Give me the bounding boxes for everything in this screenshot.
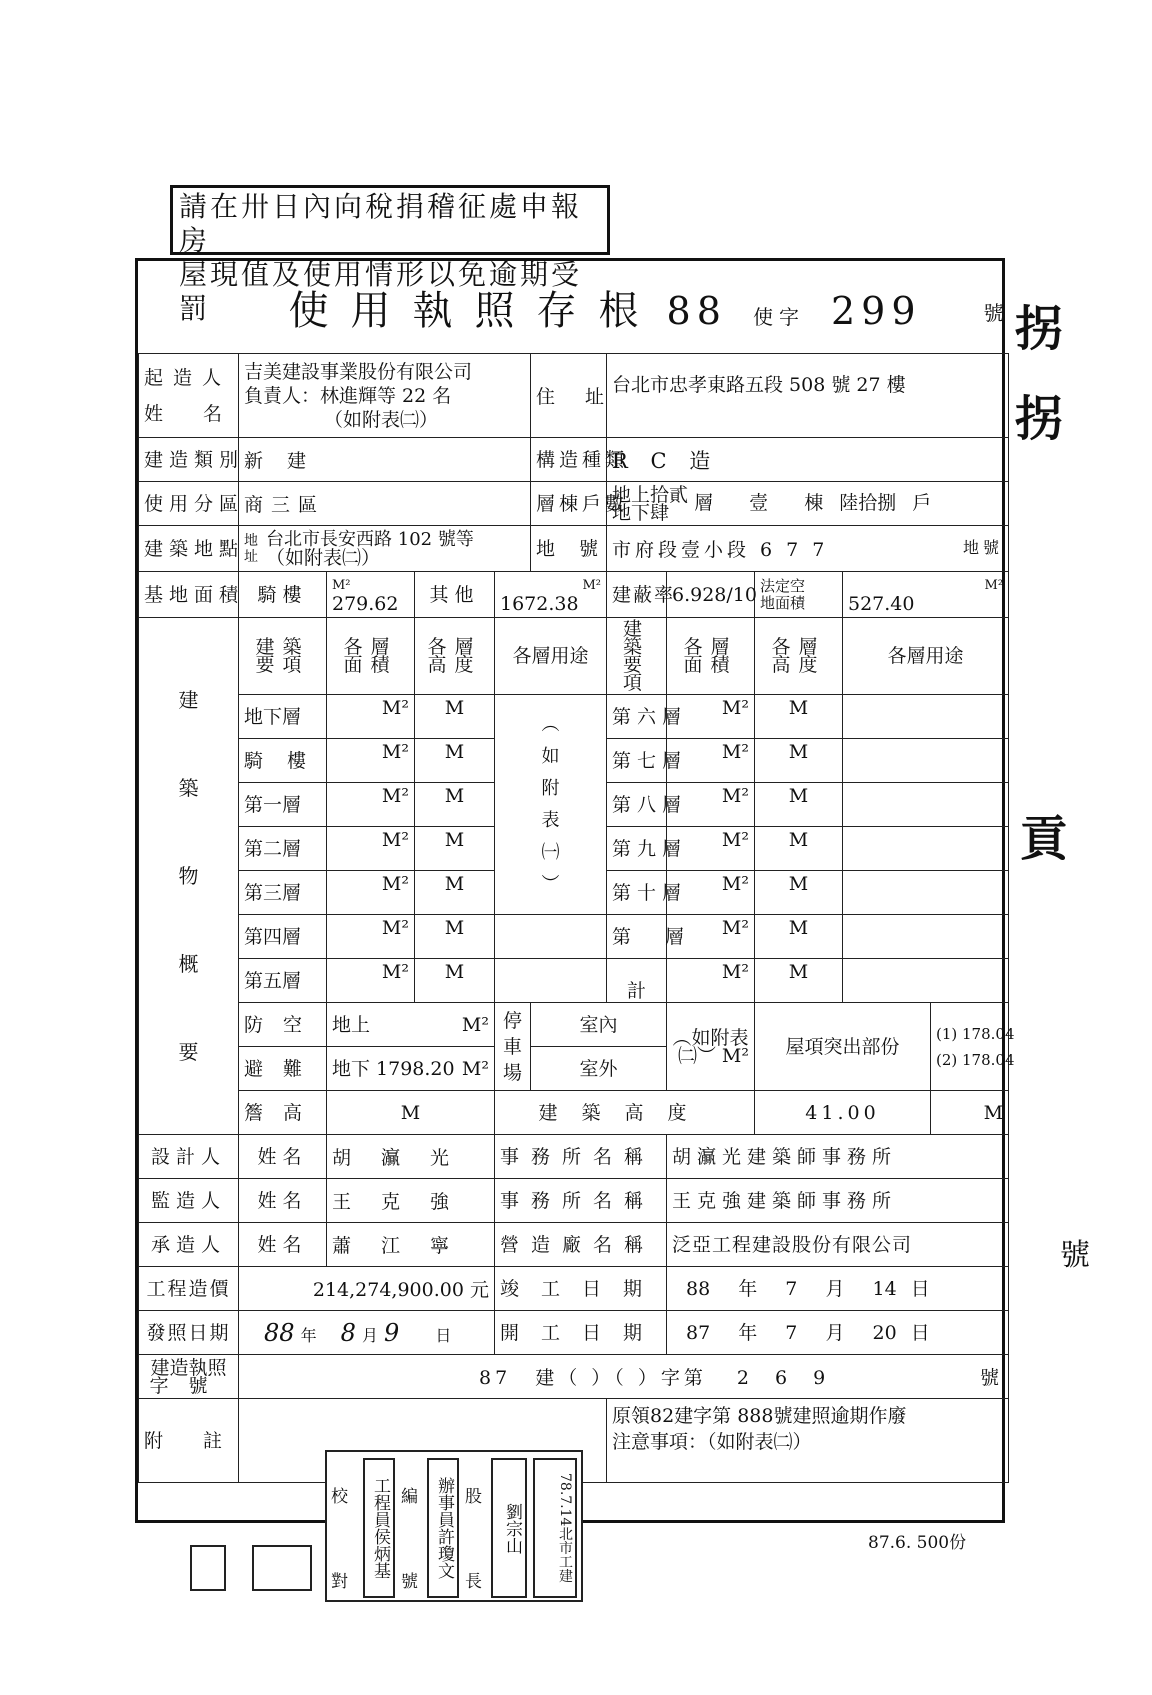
page-title: 使用執照存根 (288, 287, 661, 334)
done-m-unit: 月 (825, 1277, 845, 1300)
other-cell (495, 572, 607, 618)
use-right-4 (843, 871, 1009, 915)
eave-label: 簷高 (239, 1091, 327, 1135)
head-height-right: 各層高度 (755, 618, 843, 695)
floor-right-5: 第 層 (607, 915, 667, 959)
height-left-4: M (415, 871, 495, 915)
margin-mark-1: 拐 (1015, 301, 1064, 357)
parking-char-2: 車 (502, 1035, 522, 1058)
head-item-left: 建築要項 (239, 618, 327, 695)
permit-suffix: 號 (980, 1367, 1004, 1389)
height-left-2: M (415, 783, 495, 827)
floors-label: 層棟戶數 (531, 482, 607, 526)
done-year: 88 (686, 1277, 711, 1300)
contractor-name-label: 姓名 (239, 1223, 327, 1267)
bldg-count: 壹 (749, 491, 769, 514)
units-unit: 戶 (912, 491, 932, 514)
open-value: 527.40 (848, 592, 915, 615)
floor-left-5: 第四層 (239, 915, 327, 959)
side-char-4: 概 (178, 952, 199, 976)
height-left-5: M (415, 915, 495, 959)
roof-1: (1) 178.04 (936, 1024, 1015, 1043)
issue-label: 發照日期 (139, 1311, 239, 1355)
use-note-left (495, 695, 607, 915)
use-note-4: ㈠ (541, 841, 560, 863)
use-right-3 (843, 827, 1009, 871)
site-label: 建築地點 (139, 526, 239, 572)
eave-unit: M (327, 1091, 495, 1135)
contractor-office-label: 營造廠名稱 (495, 1223, 667, 1267)
permit-form (135, 258, 1015, 1523)
area-left-6: M² (327, 959, 415, 1003)
shelter-label-2: 避難 (239, 1047, 327, 1091)
other-value: 1672.38 (500, 592, 579, 615)
lot-unit: 地號 (963, 538, 1004, 557)
issue-day: 9 (384, 1318, 400, 1347)
use-left-5 (495, 915, 607, 959)
stamp-date-office: 北市工建 (557, 1526, 573, 1583)
other-unit: M² (582, 577, 601, 593)
supervisor-office-label: 事務所名稱 (495, 1179, 667, 1223)
area-right-4: M² (667, 871, 755, 915)
use-right-2 (843, 783, 1009, 827)
start-day: 20 (872, 1321, 897, 1344)
start-m-unit: 月 (825, 1321, 845, 1344)
floor-left-3: 第二層 (239, 827, 327, 871)
open-unit: M² (984, 577, 1004, 593)
height-unit: M (931, 1091, 1009, 1135)
shelter-below: 地下 1798.20 (332, 1057, 455, 1080)
stamp-bian: 編 (401, 1487, 418, 1507)
use-note-5: ︶ (541, 873, 560, 895)
use-right-5 (843, 915, 1009, 959)
use-note-1: 如 (541, 745, 560, 767)
parking-note: ︵如附表㈡︶ (672, 1026, 749, 1067)
designer-name: 胡灜光 (327, 1135, 495, 1179)
owner-address: 台北市忠孝東路五段 508 號 27 樓 (607, 354, 1009, 438)
stamp-date (533, 1458, 577, 1598)
parking-label (495, 1003, 531, 1091)
designer-label: 設計人 (139, 1135, 239, 1179)
lot-info (607, 526, 1009, 572)
shelter-above-unit: M² (461, 1013, 489, 1036)
permit-label (139, 1355, 239, 1399)
floors-above: 地上拾貳 (612, 483, 689, 506)
parking-unit: M² (721, 1044, 749, 1067)
height-right-5: M (755, 915, 843, 959)
area-left-1: M² (327, 739, 415, 783)
head-area-left: 各層面積 (327, 618, 415, 695)
site-addr-tag: 地址 (244, 532, 258, 565)
owner-company: 吉美建設事業股份有限公司 (244, 360, 473, 383)
floor-right-1: 第七層 (607, 739, 667, 783)
title-number: 299 (831, 288, 922, 333)
height-right-2: M (755, 783, 843, 827)
stamp-clerk (427, 1458, 459, 1598)
floor-left-2: 第一層 (239, 783, 327, 827)
done-day: 14 (872, 1277, 897, 1300)
stamp-engineer-title: 工程員 (370, 1477, 390, 1528)
area-right-5: M² (667, 915, 755, 959)
contractor-office: 泛亞工程建設股份有限公司 (667, 1223, 1009, 1267)
height-left-6: M (415, 959, 495, 1003)
area-right-3: M² (667, 827, 755, 871)
side-char-1: 建 (178, 688, 199, 712)
area-left-3: M² (327, 827, 415, 871)
done-date (667, 1267, 1009, 1311)
designer-office-label: 事務所名稱 (495, 1135, 667, 1179)
done-month: 7 (785, 1277, 798, 1300)
shelter-above-cell (327, 1003, 495, 1047)
start-date (667, 1311, 1009, 1355)
parking-indoor: 室內 (531, 1003, 667, 1047)
stamp-gu: 股 (465, 1487, 482, 1507)
use-note-2: 附 (541, 777, 560, 799)
stamp-chief: 劉宗山 (491, 1458, 527, 1598)
supervisor-office: 王克強建築師事務所 (667, 1179, 1009, 1223)
stamp-hao: 號 (401, 1572, 418, 1592)
units-count: 陸拾捌 (839, 491, 897, 514)
zone-label: 使用分區 (139, 482, 239, 526)
struct-value: R C 造 (607, 438, 1009, 482)
use-right-0 (843, 695, 1009, 739)
issue-y-unit: 年 (300, 1325, 317, 1345)
margin-mark-3: 貢 (1020, 811, 1069, 867)
owner-label-2: 姓名 (144, 402, 263, 425)
head-item-right: 建築要項 (607, 618, 667, 695)
floor-left-1: 騎樓 (239, 739, 327, 783)
title-year: 88 (666, 288, 727, 333)
supervisor-name-label: 姓名 (239, 1179, 327, 1223)
notes-text (607, 1399, 1009, 1483)
roof-2: (2) 178.04 (936, 1050, 1015, 1069)
title-char: 使字 (752, 304, 805, 329)
owner-label-1: 起造人 (144, 366, 232, 389)
use-note-0: ︵ (541, 713, 560, 735)
area-left-4: M² (327, 871, 415, 915)
side-char-5: 要 (178, 1040, 199, 1064)
floor-left-4: 第三層 (239, 871, 327, 915)
seal-mark-1 (190, 1545, 226, 1591)
contractor-label: 承造人 (139, 1223, 239, 1267)
start-y-unit: 年 (738, 1321, 758, 1344)
side-char-3: 物 (178, 864, 199, 888)
margin-mark-2: 拐 (1015, 391, 1064, 447)
area-right-0: M² (667, 695, 755, 739)
area-label: 基地面積 (139, 572, 239, 618)
notes-line1: 原領82建字第 888號建照逾期作廢 (612, 1405, 907, 1427)
issue-d-unit: 日 (435, 1325, 452, 1345)
shelter-above: 地上 (332, 1013, 371, 1036)
parking-outdoor: 室外 (531, 1047, 667, 1091)
area-right-1: M² (667, 739, 755, 783)
stamp-engineer-name: 侯炳基 (370, 1528, 390, 1579)
area-right-2: M² (667, 783, 755, 827)
owner-person: 負責人：林進輝等 22 名 (244, 384, 452, 407)
stamp-dui: 對 (331, 1572, 348, 1592)
notice-line2: 屋現值及使用情形以免逾期受罰 (179, 258, 583, 325)
stamp-date-value: 78.7.14 (557, 1473, 573, 1527)
floors-info (607, 482, 1009, 526)
permit-info (239, 1355, 1009, 1399)
floor-right-2: 第八層 (607, 783, 667, 827)
stamp-clerk-name: 許瓊文 (434, 1528, 454, 1579)
roof-values (931, 1003, 1015, 1091)
done-label: 竣工日期 (495, 1267, 667, 1311)
head-use-right: 各層用途 (843, 618, 1009, 695)
head-use-left: 各層用途 (495, 618, 607, 695)
owner-label (139, 354, 263, 438)
height-right-3: M (755, 827, 843, 871)
issue-date (239, 1311, 495, 1355)
bldg-unit: 棟 (804, 491, 824, 514)
issue-month: 8 (340, 1318, 356, 1347)
cost-value: 214,274,900.00 元 (239, 1267, 495, 1311)
stamp-jiao: 校 (331, 1487, 348, 1507)
lot-label: 地號 (531, 526, 607, 572)
title-cell (139, 261, 1009, 354)
use-left-6 (495, 959, 607, 1003)
start-label: 開工日期 (495, 1311, 667, 1355)
done-y-unit: 年 (738, 1277, 758, 1300)
issue-m-unit: 月 (361, 1325, 378, 1345)
contractor-name: 蕭江寧 (327, 1223, 495, 1267)
start-month: 7 (785, 1321, 798, 1344)
floor-right-3: 第九層 (607, 827, 667, 871)
height-right-1: M (755, 739, 843, 783)
approval-stamp (325, 1450, 583, 1602)
floor-right-total: 計 (607, 959, 667, 1003)
stamp-engineer (363, 1458, 395, 1598)
done-d-unit: 日 (910, 1277, 930, 1300)
stamp-zhang: 長 (465, 1572, 482, 1592)
floor-left-0: 地下層 (239, 695, 327, 739)
lot-value: 市府段壹小段 6 7 7 (612, 539, 829, 561)
open-label-1: 法定空 (760, 576, 806, 595)
head-height-left: 各層高度 (415, 618, 495, 695)
building-side-label (139, 618, 239, 1135)
open-label (755, 572, 843, 618)
floor-right-4: 第十層 (607, 871, 667, 915)
arcade-unit: M² (332, 577, 351, 593)
parking-char-1: 停 (502, 1009, 522, 1032)
use-right-total (843, 959, 1009, 1003)
area-right-total: M² (667, 959, 755, 1003)
designer-office: 胡灜光建築師事務所 (667, 1135, 1009, 1179)
height-left-1: M (415, 739, 495, 783)
supervisor-name: 王克強 (327, 1179, 495, 1223)
start-d-unit: 日 (910, 1321, 930, 1344)
cost-label: 工程造價 (139, 1267, 239, 1311)
site-addr-note: （如附表㈡） (266, 546, 381, 569)
owner-note: （如附表㈡） (324, 408, 439, 431)
build-type-label: 建造類別 (139, 438, 239, 482)
other-label: 其他 (415, 572, 495, 618)
open-label-2: 地面積 (760, 593, 806, 612)
margin-mark-4: 號 (1060, 1238, 1090, 1273)
print-count: 87.6. 500份 (868, 1533, 967, 1553)
issue-year: 88 (264, 1318, 295, 1347)
height-label: 建築高度 (495, 1091, 755, 1135)
parking-note-cell (667, 1003, 755, 1091)
floors-unit: 層 (694, 491, 714, 514)
arcade-value: 279.62 (332, 592, 399, 615)
height-right-total: M (755, 959, 843, 1003)
arcade-cell (327, 572, 415, 618)
shelter-below-unit: M² (461, 1057, 489, 1080)
site-info (239, 526, 531, 572)
floor-left-6: 第五層 (239, 959, 327, 1003)
supervisor-label: 監造人 (139, 1179, 239, 1223)
notice-line1: 請在卅日內向稅捐稽征處申報房 (179, 190, 583, 257)
struct-label: 構造種類 (531, 438, 607, 482)
use-note-3: 表 (541, 809, 560, 831)
designer-name-label: 姓名 (239, 1135, 327, 1179)
permit-table (138, 261, 1015, 1483)
build-type-value: 新建 (239, 438, 531, 482)
area-left-2: M² (327, 783, 415, 827)
owner-addr-label: 住址 (531, 354, 607, 438)
side-char-2: 築 (178, 776, 199, 800)
permit-year: 87 (479, 1367, 512, 1389)
area-left-0: M² (327, 695, 415, 739)
stamp-clerk-title: 辦事員 (434, 1477, 454, 1528)
site-addr: 台北市長安西路 102 號等 (266, 528, 474, 550)
area-left-5: M² (327, 915, 415, 959)
permit-label-2: 字號 (149, 1374, 228, 1397)
permit-num: 2 6 9 (736, 1367, 836, 1389)
height-right-0: M (755, 695, 843, 739)
ratio-value: 6.928/10 (667, 572, 755, 618)
permit-label-1: 建造執照 (150, 1356, 227, 1379)
shelter-below-cell (327, 1047, 495, 1091)
notes-line2: 注意事項：（如附表㈡） (612, 1431, 812, 1453)
zone-value: 商三區 (239, 482, 531, 526)
permit-text: 建（ ）（ ）字第 (535, 1367, 707, 1389)
head-area-right: 各層面積 (667, 618, 755, 695)
start-year: 87 (686, 1321, 711, 1344)
title-suffix: 號 (983, 300, 1004, 325)
floors-below: 地下肆 (612, 501, 670, 524)
use-right-1 (843, 739, 1009, 783)
open-cell (843, 572, 1009, 618)
height-right-4: M (755, 871, 843, 915)
ratio-label: 建蔽率 (607, 572, 667, 618)
height-value: 41.00 (755, 1091, 931, 1135)
arcade-label: 騎樓 (239, 572, 327, 618)
parking-char-3: 場 (502, 1061, 522, 1084)
shelter-label-1: 防空 (239, 1003, 327, 1047)
notes-label: 附註 (139, 1399, 239, 1483)
height-left-0: M (415, 695, 495, 739)
height-left-3: M (415, 827, 495, 871)
floor-right-0: 第六層 (607, 695, 667, 739)
roof-label: 屋項突出部份 (755, 1003, 931, 1091)
seal-mark-2 (252, 1545, 312, 1591)
owner-info (239, 354, 531, 438)
